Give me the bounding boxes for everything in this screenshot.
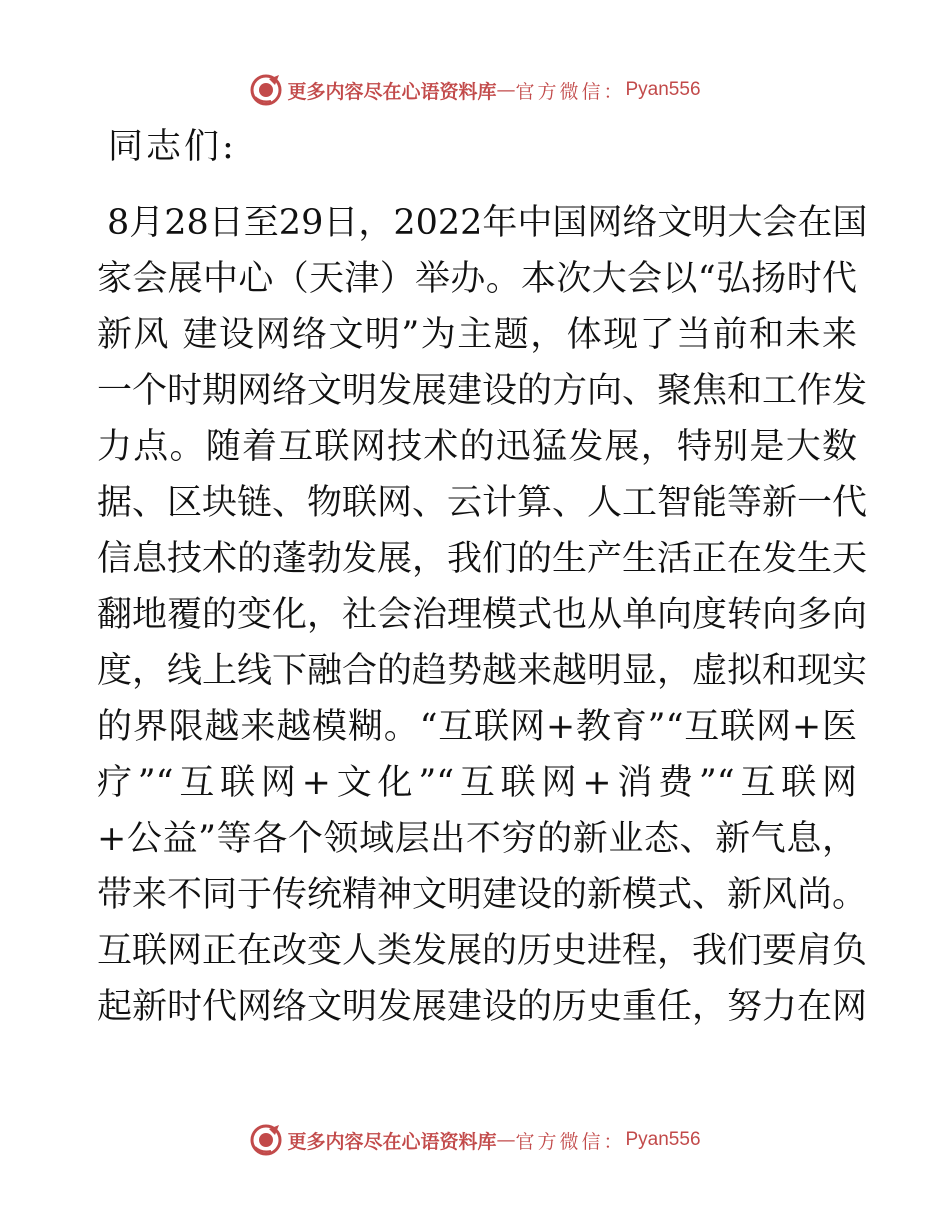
header-watermark: [0, 70, 950, 110]
text-line: 一个时期网络文明发展建设的方向、聚焦和工作发: [97, 371, 868, 411]
text-line: 据、区块链、物联网、云计算、人工智能等新一代: [97, 483, 868, 523]
text-line: 家会展中心（天津）举办。本次大会以“弘扬时代: [97, 259, 857, 299]
watermark-text: 更多内容尽在心语资料库: [287, 80, 497, 103]
text-line: 翻地覆的变化，社会治理模式也从单向度转向多向: [97, 595, 868, 635]
text-line: 起新时代网络文明发展建设的历史重任，努力在网: [97, 987, 868, 1027]
footer-watermark: [0, 1120, 950, 1160]
watermark-wechat-label: 官方微信：: [515, 1130, 626, 1153]
text-line: 信息技术的蓬勃发展，我们的生产生活正在发生天: [97, 539, 868, 579]
text-line: +公益”等各个领域层出不穷的新业态、新气息，: [97, 819, 857, 859]
logo-icon: [249, 73, 283, 107]
text-line: 带来不同于传统精神文明建设的新模式、新风尚。: [97, 875, 868, 915]
salutation: 同志们:: [108, 127, 237, 167]
text-line: 力点。随着互联网技术的迅猛发展，特别是大数: [97, 427, 857, 467]
text-line: 互联网正在改变人类发展的历史进程，我们要肩负: [97, 931, 868, 971]
text-line: 新风 建设网络文明”为主题，体现了当前和未来: [97, 315, 857, 355]
logo-icon: [249, 1123, 283, 1157]
watermark-dash: —: [496, 1129, 516, 1151]
watermark-wechat-id: Pyan556: [625, 1129, 701, 1150]
body-paragraph: [97, 195, 868, 1035]
watermark-dash: —: [496, 79, 516, 101]
text-line: 度，线上线下融合的趋势越来越明显，虚拟和现实: [97, 651, 868, 691]
watermark-wechat-label: 官方微信：: [515, 80, 626, 103]
text-line: 8月28日至29日，2022年中国网络文明大会在国: [107, 203, 868, 243]
text-line: 的界限越来越模糊。“互联网+教育”“互联网+医: [97, 707, 857, 747]
text-line: 疗”“互联网+文化”“互联网+消费”“互联网: [97, 763, 857, 803]
watermark-wechat-id: Pyan556: [625, 79, 701, 100]
watermark-text: 更多内容尽在心语资料库: [287, 1130, 497, 1153]
